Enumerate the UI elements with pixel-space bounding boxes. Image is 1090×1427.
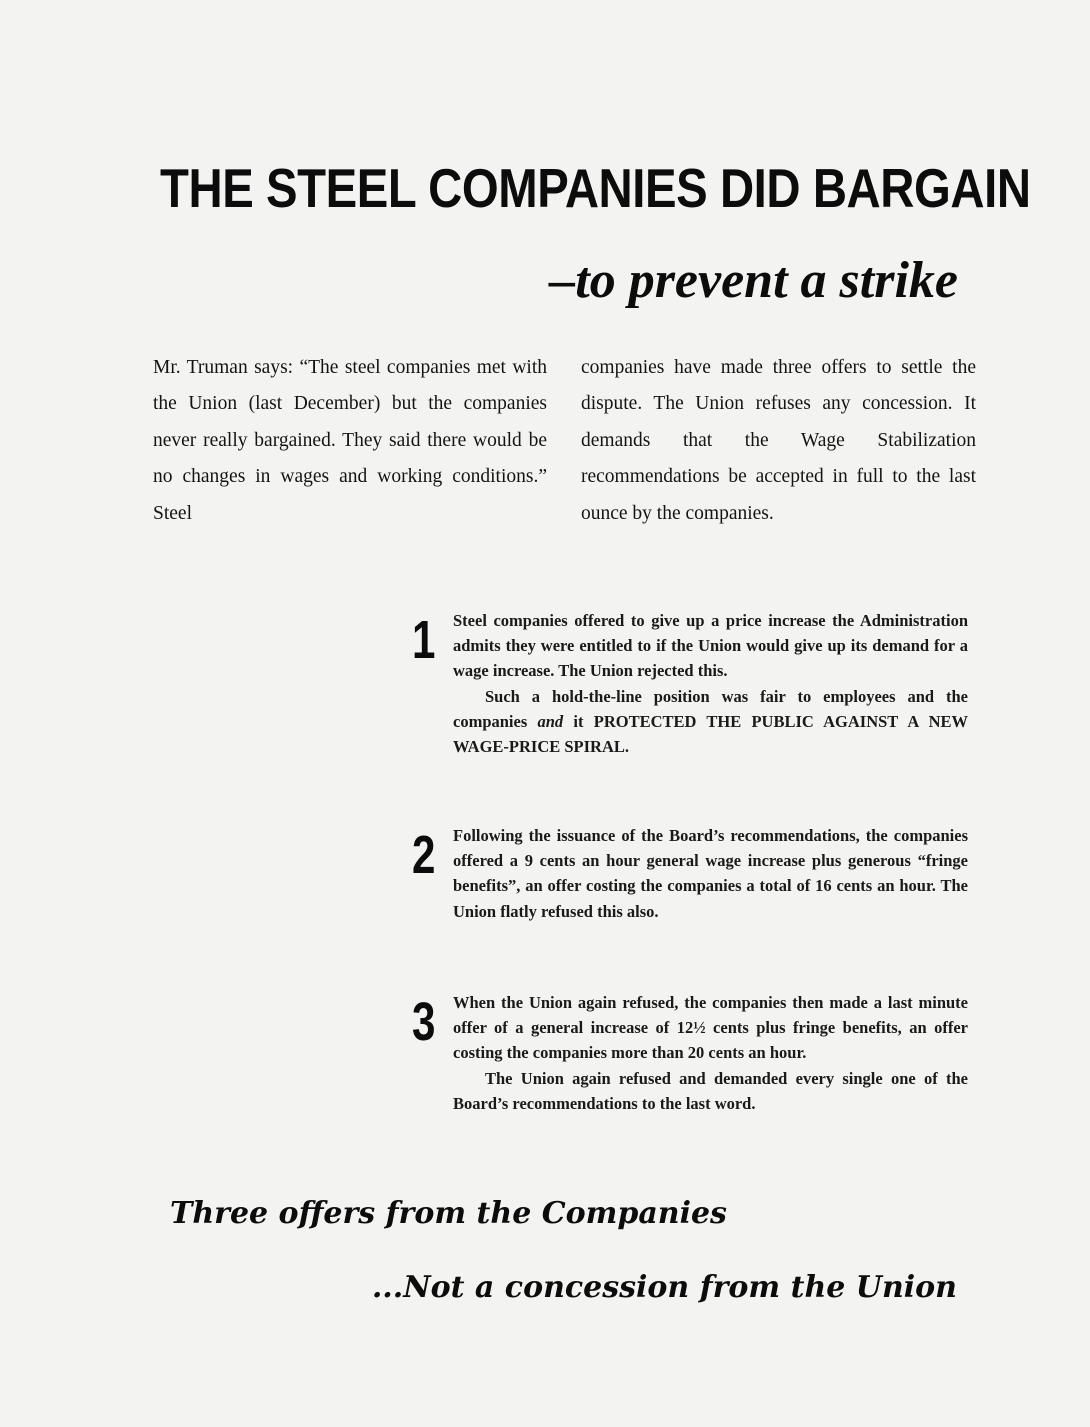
offer-emphasis: and (537, 711, 564, 731)
offer-paragraph (453, 684, 968, 760)
tagline-line-1: Three offers from the Companies (170, 1196, 727, 1231)
headline: THE STEEL COMPANIES DID BARGAIN (160, 157, 1031, 219)
subheadline: –to prevent a strike (549, 252, 958, 309)
offer-text (453, 990, 968, 1116)
offer-1 (412, 608, 968, 759)
offer-paragraph: The Union again refused and demanded every single one of the Board’s recommendations to the last word. (453, 1068, 968, 1113)
offer-number: 2 (412, 825, 436, 885)
offer-text (453, 608, 968, 759)
offer-2 (412, 823, 968, 924)
offer-text-part: it PROTECTED THE PUBLIC AGAINST A NEW WAGE-PRICE SPIRAL. (453, 711, 968, 757)
offer-text-part: Such a hold-the-line position was fair to employees and the companies (453, 686, 968, 731)
offer-number: 1 (412, 610, 436, 670)
tagline-line-2: ...Not a concession from the Union (371, 1270, 957, 1305)
offer-paragraph: Steel companies offered to give up a price increase the Administration admits they were entitled to if the Union would give up its demand for a wage increase. The Union rejected this. (453, 611, 968, 681)
offer-paragraph: When the Union again refused, the companies then made a last minute offer of a general increase of 12½ cents plus fringe benefits, an offer costing the companies more than 20 cents an hour. (453, 993, 968, 1063)
intro-left-column: Mr. Truman says: “The steel companies met with the Union (last December) but the companies never really bargained. They said there would be no changes in wages and working conditions.” Steel (153, 357, 547, 524)
offer-text (453, 823, 968, 924)
offer-3 (412, 990, 968, 1116)
offer-paragraph: Following the issuance of the Board’s recommendations, the companies offered a 9 cents an hour general wage increase plus generous “fringe benefits”, an offer costing the companies a total of 16 cents an hour. The Union flatly refused this also. (453, 826, 968, 921)
intro-right-column: companies have made three offers to settle the dispute. The Union refuses any concession. It demands that the Wage Stabilization recommendations be accepted in full to the last ounce by the companies. (581, 357, 976, 524)
offer-number: 3 (412, 992, 436, 1052)
